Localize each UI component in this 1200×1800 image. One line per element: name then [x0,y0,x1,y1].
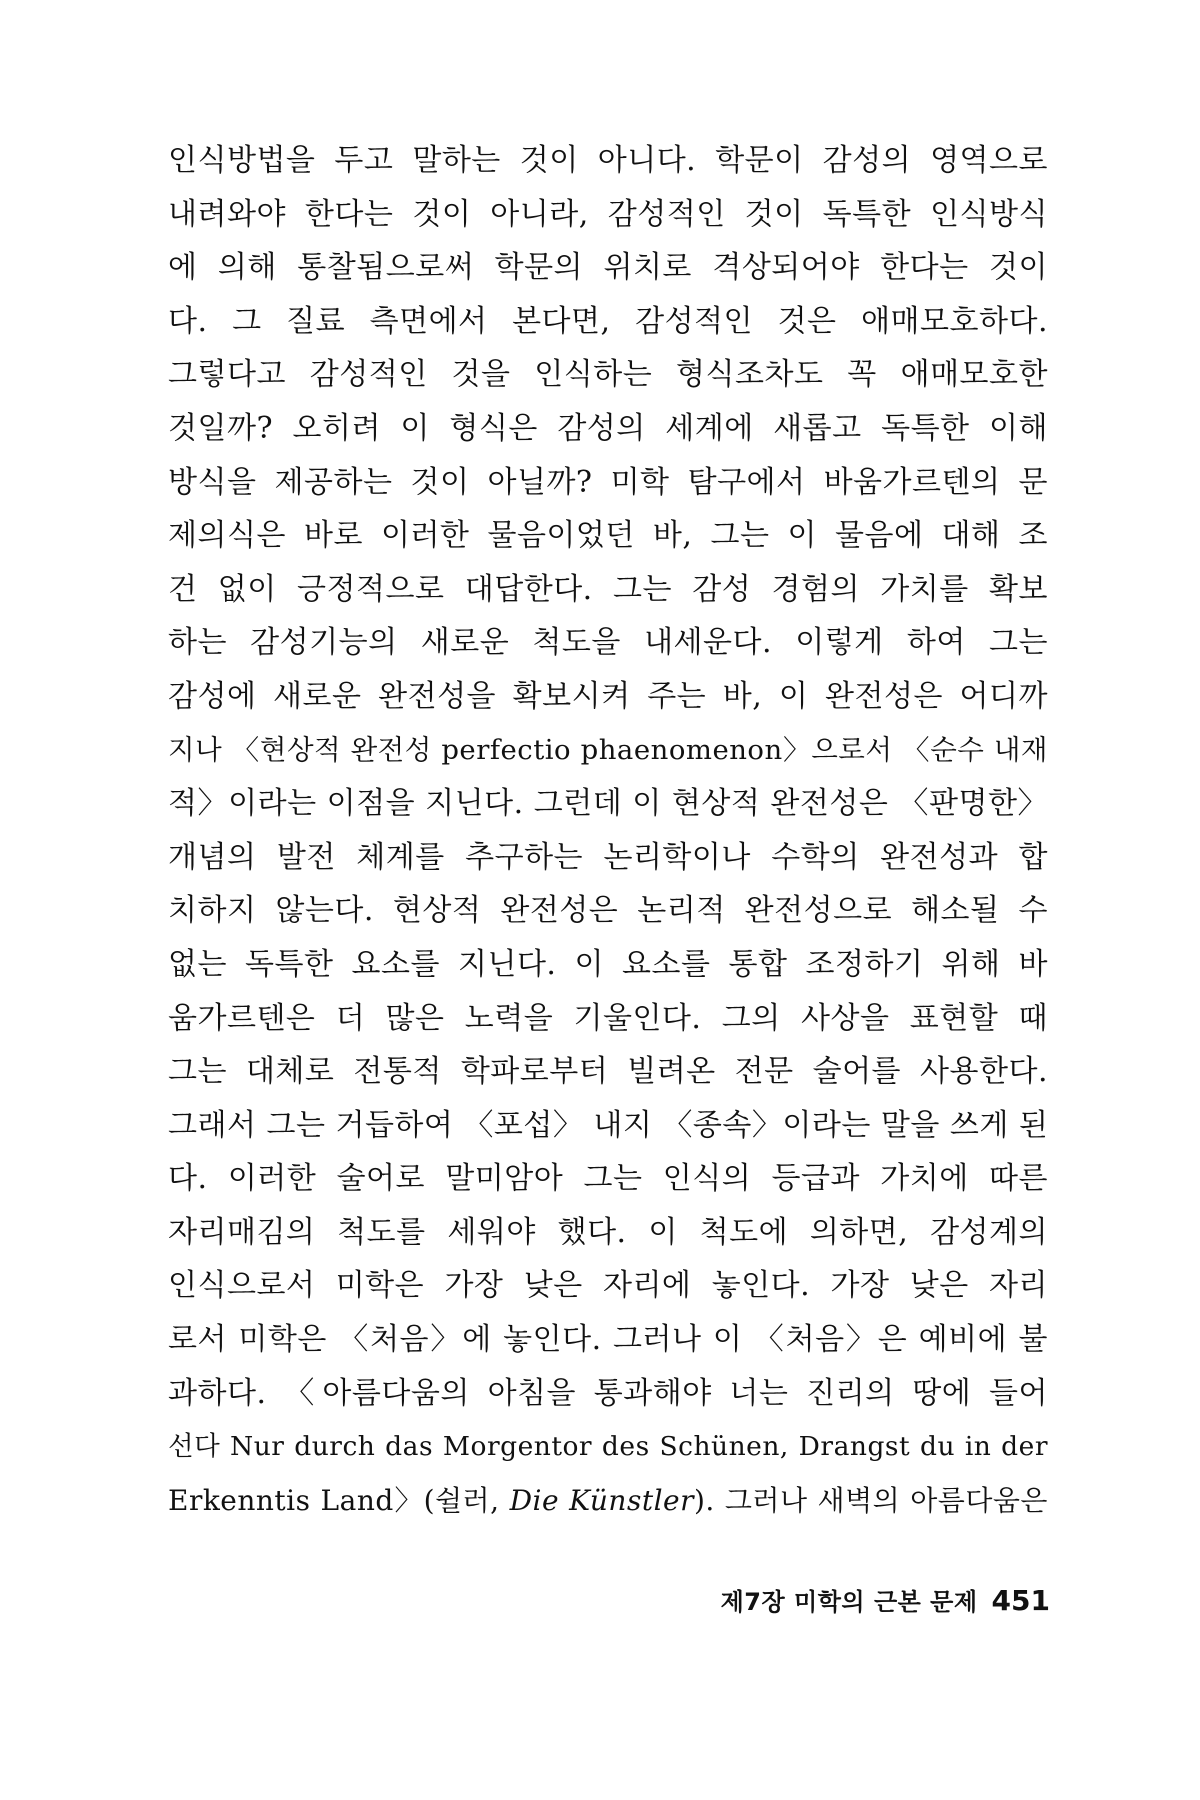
text-line: 치하지 않는다. 현상적 완전성은 논리적 완전성으로 해소될 수 [168,893,1048,929]
text-line: 로서 미학은 〈처음〉에 놓인다. 그러나 이 〈처음〉은 예비에 불 [168,1322,1048,1358]
text-line: 그는 대체로 전통적 학파로부터 빌려온 전문 술어를 사용한다. [168,1054,1048,1090]
text-line: 적〉이라는 이점을 지닌다. 그런데 이 현상적 완전성은 〈판명한〉 [168,786,1048,822]
body-text [168,134,1048,1527]
running-footer [680,1582,1050,1617]
page-number: 451 [991,1584,1050,1617]
text-line: 그렇다고 감성적인 것을 인식하는 형식조차도 꼭 애매모호한 [168,357,1048,393]
text-line: 지나 〈현상적 완전성 perfectio phaenomenon〉으로서 〈순수 내재 [168,733,1048,766]
text-line: 그래서 그는 거듭하여 〈포섭〉 내지 〈종속〉이라는 말을 쓰게 된 [168,1107,1048,1143]
text-line: 자리매김의 척도를 세워야 했다. 이 척도에 의하면, 감성계의 [168,1214,1048,1250]
text-line: 하는 감성기능의 새로운 척도을 내세운다. 이렇게 하여 그는 [168,625,1048,661]
text-line: 감성에 새로운 완전성을 확보시켜 주는 바, 이 완전성은 어디까 [168,678,1048,714]
text-line: 움가르텐은 더 많은 노력을 기울인다. 그의 사상을 표현할 때 [168,1000,1048,1036]
text-line: 인식방법을 두고 말하는 것이 아니다. 학문이 감성의 영역으로 [168,143,1048,178]
text-line: 선다 Nur durch das Morgentor des Schünen, Drangst du in der [168,1431,1048,1463]
text-line: 인식으로서 미학은 가장 낮은 자리에 놓인다. 가장 낮은 자리 [168,1268,1048,1304]
text-line: 에 의해 통찰됨으로써 학문의 위치로 격상되어야 한다는 것이 [168,250,1048,286]
text-line: Erkenntis Land〉(쉴러, Die Künstler). 그러나 새벽의 아름다움은 [168,1483,1048,1517]
text-line: 개념의 발전 체계를 추구하는 논리학이나 수학의 완전성과 합 [168,839,1048,875]
text-line: 다. 그 질료 측면에서 본다면, 감성적인 것은 애매모호하다. [168,303,1048,339]
text-line: 다. 이러한 술어로 말미암아 그는 인식의 등급과 가치에 따른 [168,1161,1048,1197]
text-line: 방식을 제공하는 것이 아닐까? 미학 탐구에서 바움가르텐의 문 [168,464,1048,500]
chapter-title: 제7장 미학의 근본 문제 [720,1588,978,1616]
text-line: 과하다. 〈아름다움의 아침을 통과해야 너는 진리의 땅에 들어 [168,1375,1048,1411]
text-line: 제의식은 바로 이러한 물음이었던 바, 그는 이 물음에 대해 조 [168,518,1048,554]
work-title: Die Künstler [509,1483,694,1517]
text-line: 것일까? 오히려 이 형식은 감성의 세계에 새롭고 독특한 이해 [168,410,1048,446]
text-line: 없는 독특한 요소를 지닌다. 이 요소를 통합 조정하기 위해 바 [168,946,1048,982]
text-line: 건 없이 긍정적으로 대답한다. 그는 감성 경험의 가치를 확보 [168,571,1048,607]
text-line: 내려와야 한다는 것이 아니라, 감성적인 것이 독특한 인식방식 [168,196,1048,232]
